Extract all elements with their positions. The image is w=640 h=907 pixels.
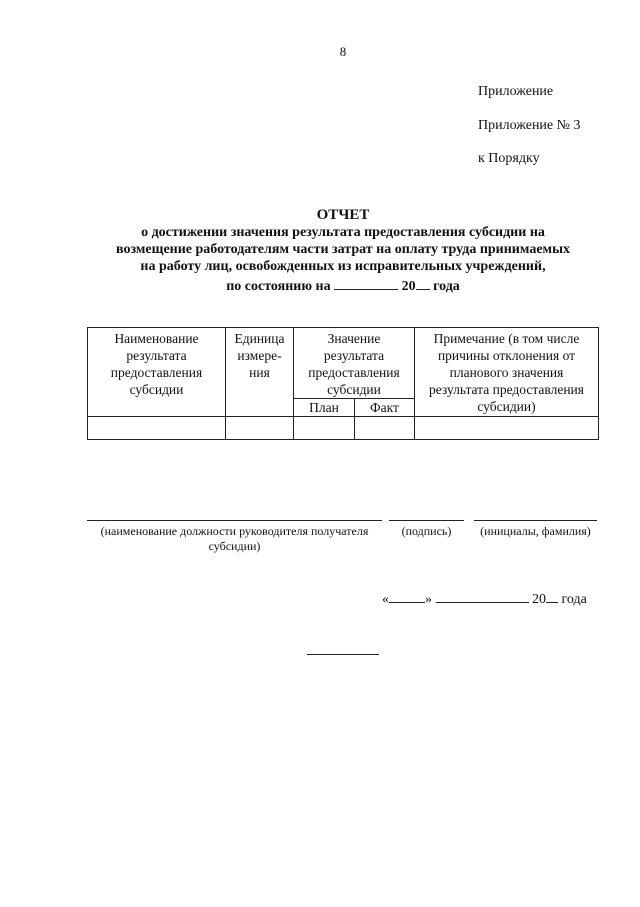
date-month-blank xyxy=(436,588,529,603)
col-unit-header: Единица измере-ния xyxy=(226,328,294,417)
page-number: 8 xyxy=(339,44,347,59)
as-of-year-blank xyxy=(416,275,430,290)
col-fact-header: Факт xyxy=(355,399,415,417)
as-of-label: по состоянию на xyxy=(226,279,331,294)
table-cell-plan[interactable] xyxy=(294,417,355,440)
signing-date xyxy=(382,588,598,608)
signature-line xyxy=(389,520,464,521)
table-cell-note[interactable] xyxy=(415,417,599,440)
report-subtitle-line-4 xyxy=(60,275,626,295)
appendix-line-3: к Порядку xyxy=(478,151,540,166)
appendix-line-1: Приложение xyxy=(478,84,554,99)
name-caption: (инициалы, фамилия) xyxy=(480,524,591,538)
col-value-header: Значение результата предоставления субсидии xyxy=(294,328,415,399)
date-year-blank xyxy=(546,588,558,603)
report-subtitle-line-1: о достижении значения результата предоставления субсидии на xyxy=(141,225,545,240)
position-signature-line xyxy=(87,520,382,521)
col-plan-header: План xyxy=(294,399,355,417)
table-header-row xyxy=(88,328,599,399)
name-line xyxy=(474,520,597,521)
as-of-year-suffix: года xyxy=(433,279,460,294)
report-table xyxy=(87,327,599,440)
date-year-prefix: 20 xyxy=(532,592,546,607)
signature-caption: (подпись) xyxy=(401,524,452,538)
date-year-suffix: года xyxy=(561,592,587,607)
table-row xyxy=(88,417,599,440)
table-cell-result-name[interactable] xyxy=(88,417,226,440)
date-close-quote: » xyxy=(425,592,432,607)
table-cell-fact[interactable] xyxy=(355,417,415,440)
end-divider xyxy=(307,654,379,655)
date-open-quote: « xyxy=(382,592,389,607)
report-subtitle-line-3: на работу лиц, освобожденных из исправительных учреждений, xyxy=(140,259,546,274)
report-subtitle-line-2: возмещение работодателям части затрат на оплату труда принимаемых xyxy=(115,242,570,257)
as-of-year-prefix: 20 xyxy=(401,279,416,294)
appendix-line-2: Приложение № 3 xyxy=(478,118,581,133)
date-day-blank xyxy=(389,588,425,603)
position-caption: (наименование должности руководителя получателя субсидии) xyxy=(100,524,369,553)
as-of-date-blank xyxy=(334,275,398,290)
col-result-name-header: Наименование результата предоставления субсидии xyxy=(88,328,226,417)
report-title: ОТЧЕТ xyxy=(316,207,370,223)
col-note-header: Примечание (в том числе причины отклонения от планового значения результата предоставления субсидии) xyxy=(415,328,599,417)
table-cell-unit[interactable] xyxy=(226,417,294,440)
